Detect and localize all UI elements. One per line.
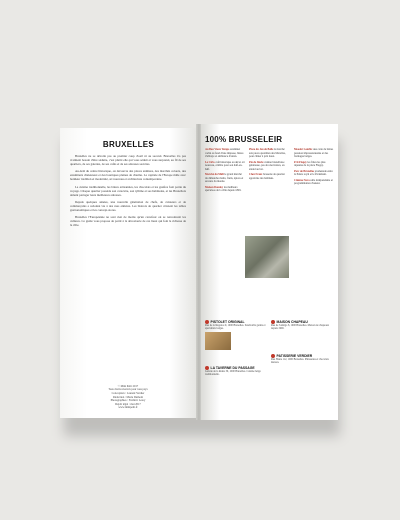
ad-item (205, 366, 267, 377)
entry-text: le grand marché du dimanche matin, fruits, épices et saveurs du monde. (205, 173, 244, 183)
listing-entry (205, 186, 245, 193)
left-page-body (70, 154, 186, 230)
paragraph: Bruxelles l'Européenne ne sont rien de moins qu'un carrefour où se rencontrent les cultures. Ce guide vous propose de partir à la découverte de ces lieux qui font la richesse de la ville. (70, 215, 186, 228)
listing-column (205, 148, 245, 195)
credit-line: Rédaction : Marie Dumont (112, 395, 144, 399)
entry-name: Cinéma Nova (294, 178, 310, 182)
listing-entry (205, 173, 245, 184)
entry-name: Fin de Siècle (249, 160, 264, 164)
right-page (201, 124, 338, 420)
listing-column (294, 148, 334, 188)
ad-text: Rue Haute 112, 1000 Bruxelles. Pâtisseries et chocolats maison. (271, 358, 329, 365)
listing-entry (249, 173, 289, 180)
ad-text: Rue de l'Amigo 8, 1000 Bruxelles. Maison de chapeaux depuis 1900. (271, 324, 329, 331)
entry-text: brasserie de quartier appréciée des habitués. (249, 173, 285, 180)
paragraph: Depuis quelques années, une nouvelle génération de chefs, de créateurs et de commerçants a redonné vie à des rues entières. Les bistrots de quartier côtoient les tables gastronomiques et les concept-stores. (70, 199, 186, 213)
left-page (60, 128, 197, 418)
credit-line: www.minipetit.fr (118, 406, 138, 410)
entry-name: Moeder Lambic (294, 148, 313, 151)
left-page-title: BRUXELLES (102, 140, 155, 149)
entry-text: le marché aux puces quotidien des Marolles, pour chiner à prix doux. (249, 148, 286, 158)
ad-text: Rue de la Régence 9, 1000 Bruxelles. Sandwichs garnis et spécialités belges. (205, 324, 266, 331)
listing-entry (249, 161, 289, 172)
advertisement-block (205, 320, 335, 416)
street-photo (245, 236, 289, 278)
entry-text: café historique au décor art nouveau, célèbre pour son half-en-half. (205, 160, 245, 171)
listing-entry (294, 170, 334, 177)
entry-text: les frites les plus réputées de la place Flagey. (294, 160, 326, 167)
ad-name: LA TAVERNE DU PASSAGE (210, 366, 255, 370)
paragraph: Bruxelles ne se dévoile pas au premier coup d'oeil ni au second. Bruxelles n'a pas vraiment besoin d'être séduite, c'est plutôt elle qui vous séduit et vous surprend, au fil de ses quartiers, de ses galeries, de ses cafés et de ses adresses secrètes. (70, 154, 186, 167)
listing-columns (205, 148, 335, 318)
credit-line: Tous droits réservés pour tous pays (108, 388, 148, 392)
entry-name: Le Cirio (205, 160, 215, 164)
credit-line: Photographies : Frédéric Leroy (110, 399, 146, 403)
ad-item (271, 320, 333, 331)
listing-entry (205, 148, 245, 159)
ad-photo (205, 332, 231, 350)
ad-text: Galerie de la Reine 30, 1000 Bruxelles. Cuisine belge traditionnelle. (205, 370, 261, 377)
entry-text: estaminet caché au fond d'une impasse, bières d'abbaye et ambiance d'antan. (205, 148, 244, 158)
ad-item (205, 320, 267, 350)
listing-entry (205, 161, 245, 172)
entry-name: Chez Franz (249, 173, 263, 176)
ad-name: MAISON CHAPEAU (276, 320, 308, 324)
ad-name: PISTOLET ORIGINAL (210, 320, 245, 324)
listing-entry (294, 179, 334, 186)
entry-name: Frit Flagey (294, 160, 307, 164)
credits-block (70, 385, 186, 410)
credit-line: Conception : Laurent Verdier (111, 392, 145, 396)
ad-item (271, 354, 333, 365)
paragraph: La cuisine traditionnelle, les bières artisanales, les chocolats et les gaufres font partie du voyage. Chaque quartier possède son caractère, son rythme et ses habitudes, et les Bruxellois aiment partager leurs meilleures adresses. (70, 184, 186, 197)
credit-line: © Mini Petit 2017 (117, 384, 139, 388)
listing-entry (249, 148, 289, 159)
entry-text: les meilleurs spéculoos de la ville depuis 1829. (205, 185, 242, 192)
entry-text: salle indépendante et programmation d'auteur. (294, 178, 333, 185)
entry-name: Parc de Bruxelles (294, 169, 315, 173)
listing-entry (294, 161, 334, 168)
ad-name: PATISSERIE VERDIER (276, 354, 313, 358)
entry-name: Marché du Midi (205, 173, 224, 176)
entry-text: cuisine bruxelloise généreuse, pas de réservation, on attend au bar. (249, 160, 285, 171)
listing-entry (294, 148, 334, 159)
paragraph: Au-delà du centre historique, on découvre des places animées, des marchés colorés, des estaminets chaleureux et des boutiques pleines de charme. La capitale de l'Europe mêle avec bonheur tradition et modernité, art nouveau et architecture contemporaine. (70, 169, 186, 182)
entry-text: une carte de bières pression impressionnante et des fromages belges. (294, 148, 334, 158)
listing-column (249, 148, 289, 182)
entry-name: Maison Dandoy (205, 185, 224, 189)
entry-text: promenade entre le Palais royal et le Parlement. (294, 169, 333, 176)
entry-name: Place du Jeu de Balle (249, 148, 274, 151)
entry-name: Au Bon Vieux Temps (205, 148, 230, 151)
right-page-title: 100% BRUSSELEIR (205, 135, 283, 144)
credit-line: Dépôt légal : mai 2017 (115, 402, 141, 406)
